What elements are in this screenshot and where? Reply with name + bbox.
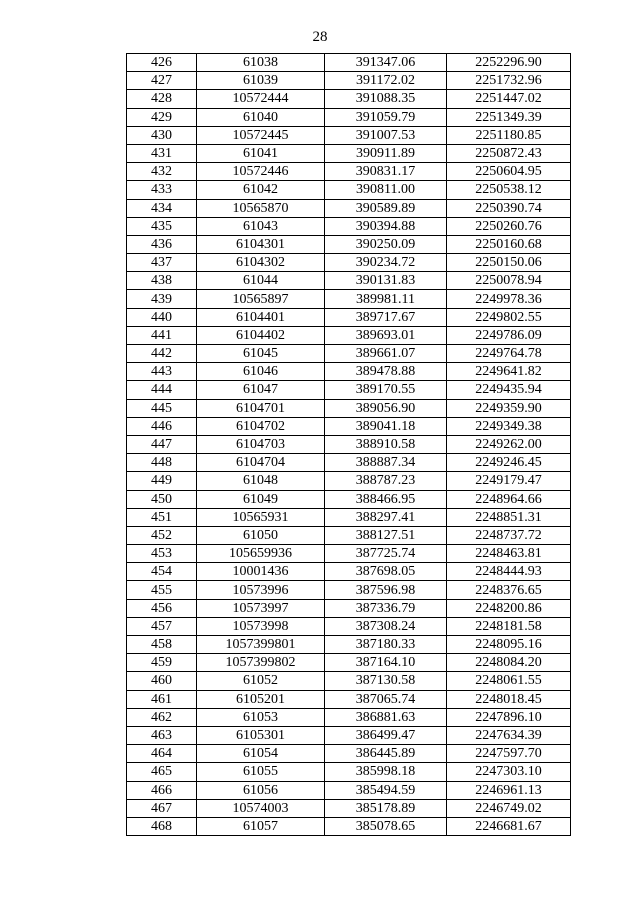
row-index-cell: 443 xyxy=(127,363,197,381)
point-id-cell: 105659936 xyxy=(197,545,325,563)
x-coordinate-cell: 389056.90 xyxy=(325,399,447,417)
row-index-cell: 446 xyxy=(127,417,197,435)
y-coordinate-cell: 2249764.78 xyxy=(447,345,571,363)
point-id-cell: 61053 xyxy=(197,708,325,726)
table-row xyxy=(127,781,571,799)
x-coordinate-cell: 391007.53 xyxy=(325,126,447,144)
table-row xyxy=(127,454,571,472)
y-coordinate-cell: 2247303.10 xyxy=(447,763,571,781)
y-coordinate-cell: 2248376.65 xyxy=(447,581,571,599)
x-coordinate-cell: 390589.89 xyxy=(325,199,447,217)
x-coordinate-cell: 387180.33 xyxy=(325,636,447,654)
x-coordinate-cell: 390811.00 xyxy=(325,181,447,199)
row-index-cell: 465 xyxy=(127,763,197,781)
table-row xyxy=(127,72,571,90)
point-id-cell: 61042 xyxy=(197,181,325,199)
table-row xyxy=(127,526,571,544)
y-coordinate-cell: 2250160.68 xyxy=(447,235,571,253)
x-coordinate-cell: 391088.35 xyxy=(325,90,447,108)
row-index-cell: 436 xyxy=(127,235,197,253)
table-row xyxy=(127,654,571,672)
row-index-cell: 464 xyxy=(127,745,197,763)
x-coordinate-cell: 386499.47 xyxy=(325,726,447,744)
point-id-cell: 10001436 xyxy=(197,563,325,581)
x-coordinate-cell: 391347.06 xyxy=(325,54,447,72)
table-row xyxy=(127,563,571,581)
y-coordinate-cell: 2248851.31 xyxy=(447,508,571,526)
point-id-cell: 10573997 xyxy=(197,599,325,617)
point-id-cell: 61049 xyxy=(197,490,325,508)
row-index-cell: 434 xyxy=(127,199,197,217)
row-index-cell: 440 xyxy=(127,308,197,326)
y-coordinate-cell: 2248444.93 xyxy=(447,563,571,581)
y-coordinate-cell: 2249359.90 xyxy=(447,399,571,417)
table-row xyxy=(127,163,571,181)
table-row xyxy=(127,326,571,344)
x-coordinate-cell: 390250.09 xyxy=(325,235,447,253)
x-coordinate-cell: 389170.55 xyxy=(325,381,447,399)
page-number: 28 xyxy=(312,29,328,45)
row-index-cell: 439 xyxy=(127,290,197,308)
y-coordinate-cell: 2246749.02 xyxy=(447,799,571,817)
y-coordinate-cell: 2251180.85 xyxy=(447,126,571,144)
table-row xyxy=(127,126,571,144)
table-row xyxy=(127,235,571,253)
x-coordinate-cell: 387164.10 xyxy=(325,654,447,672)
table-row xyxy=(127,308,571,326)
x-coordinate-cell: 389041.18 xyxy=(325,417,447,435)
table-row xyxy=(127,181,571,199)
point-id-cell: 10574003 xyxy=(197,799,325,817)
y-coordinate-cell: 2247634.39 xyxy=(447,726,571,744)
table-row xyxy=(127,581,571,599)
point-id-cell: 61040 xyxy=(197,108,325,126)
y-coordinate-cell: 2250150.06 xyxy=(447,254,571,272)
x-coordinate-cell: 387725.74 xyxy=(325,545,447,563)
row-index-cell: 454 xyxy=(127,563,197,581)
point-id-cell: 61046 xyxy=(197,363,325,381)
y-coordinate-cell: 2250390.74 xyxy=(447,199,571,217)
row-index-cell: 429 xyxy=(127,108,197,126)
row-index-cell: 442 xyxy=(127,345,197,363)
row-index-cell: 437 xyxy=(127,254,197,272)
point-id-cell: 61055 xyxy=(197,763,325,781)
table-row xyxy=(127,763,571,781)
y-coordinate-cell: 2250604.95 xyxy=(447,163,571,181)
row-index-cell: 463 xyxy=(127,726,197,744)
point-id-cell: 6104401 xyxy=(197,308,325,326)
table-row xyxy=(127,726,571,744)
y-coordinate-cell: 2248181.58 xyxy=(447,617,571,635)
x-coordinate-cell: 385494.59 xyxy=(325,781,447,799)
x-coordinate-cell: 387596.98 xyxy=(325,581,447,599)
row-index-cell: 444 xyxy=(127,381,197,399)
x-coordinate-cell: 388127.51 xyxy=(325,526,447,544)
point-id-cell: 61038 xyxy=(197,54,325,72)
y-coordinate-cell: 2248463.81 xyxy=(447,545,571,563)
row-index-cell: 426 xyxy=(127,54,197,72)
row-index-cell: 466 xyxy=(127,781,197,799)
x-coordinate-cell: 385998.18 xyxy=(325,763,447,781)
row-index-cell: 456 xyxy=(127,599,197,617)
table-row xyxy=(127,745,571,763)
y-coordinate-cell: 2248095.16 xyxy=(447,636,571,654)
table-row xyxy=(127,599,571,617)
x-coordinate-cell: 389478.88 xyxy=(325,363,447,381)
table-row xyxy=(127,90,571,108)
row-index-cell: 461 xyxy=(127,690,197,708)
y-coordinate-cell: 2250078.94 xyxy=(447,272,571,290)
y-coordinate-cell: 2250260.76 xyxy=(447,217,571,235)
x-coordinate-cell: 390394.88 xyxy=(325,217,447,235)
table-row xyxy=(127,363,571,381)
point-id-cell: 10565897 xyxy=(197,290,325,308)
y-coordinate-cell: 2247597.70 xyxy=(447,745,571,763)
table-row xyxy=(127,54,571,72)
row-index-cell: 433 xyxy=(127,181,197,199)
row-index-cell: 431 xyxy=(127,144,197,162)
row-index-cell: 453 xyxy=(127,545,197,563)
x-coordinate-cell: 389661.07 xyxy=(325,345,447,363)
table-row xyxy=(127,417,571,435)
y-coordinate-cell: 2249435.94 xyxy=(447,381,571,399)
point-id-cell: 61052 xyxy=(197,672,325,690)
point-id-cell: 61057 xyxy=(197,817,325,835)
x-coordinate-cell: 388466.95 xyxy=(325,490,447,508)
y-coordinate-cell: 2249262.00 xyxy=(447,435,571,453)
row-index-cell: 460 xyxy=(127,672,197,690)
point-id-cell: 61045 xyxy=(197,345,325,363)
table-row xyxy=(127,672,571,690)
table-row xyxy=(127,817,571,835)
x-coordinate-cell: 390131.83 xyxy=(325,272,447,290)
row-index-cell: 435 xyxy=(127,217,197,235)
y-coordinate-cell: 2249179.47 xyxy=(447,472,571,490)
x-coordinate-cell: 391059.79 xyxy=(325,108,447,126)
point-id-cell: 61043 xyxy=(197,217,325,235)
table-row xyxy=(127,799,571,817)
table-row xyxy=(127,690,571,708)
x-coordinate-cell: 385178.89 xyxy=(325,799,447,817)
table-row xyxy=(127,617,571,635)
point-id-cell: 10572444 xyxy=(197,90,325,108)
coordinates-table xyxy=(126,53,571,836)
row-index-cell: 468 xyxy=(127,817,197,835)
y-coordinate-cell: 2248084.20 xyxy=(447,654,571,672)
table-row xyxy=(127,381,571,399)
row-index-cell: 458 xyxy=(127,636,197,654)
point-id-cell: 61041 xyxy=(197,144,325,162)
table-row xyxy=(127,108,571,126)
table-row xyxy=(127,254,571,272)
table-row xyxy=(127,144,571,162)
point-id-cell: 6104701 xyxy=(197,399,325,417)
point-id-cell: 10565931 xyxy=(197,508,325,526)
y-coordinate-cell: 2252296.90 xyxy=(447,54,571,72)
table-row xyxy=(127,472,571,490)
table-row xyxy=(127,435,571,453)
x-coordinate-cell: 388787.23 xyxy=(325,472,447,490)
row-index-cell: 457 xyxy=(127,617,197,635)
x-coordinate-cell: 387065.74 xyxy=(325,690,447,708)
point-id-cell: 6104704 xyxy=(197,454,325,472)
row-index-cell: 427 xyxy=(127,72,197,90)
row-index-cell: 438 xyxy=(127,272,197,290)
y-coordinate-cell: 2248964.66 xyxy=(447,490,571,508)
y-coordinate-cell: 2248200.86 xyxy=(447,599,571,617)
x-coordinate-cell: 390911.89 xyxy=(325,144,447,162)
x-coordinate-cell: 388887.34 xyxy=(325,454,447,472)
row-index-cell: 455 xyxy=(127,581,197,599)
x-coordinate-cell: 389981.11 xyxy=(325,290,447,308)
table-row xyxy=(127,199,571,217)
point-id-cell: 10573996 xyxy=(197,581,325,599)
row-index-cell: 432 xyxy=(127,163,197,181)
point-id-cell: 10572445 xyxy=(197,126,325,144)
point-id-cell: 6104702 xyxy=(197,417,325,435)
row-index-cell: 430 xyxy=(127,126,197,144)
y-coordinate-cell: 2249641.82 xyxy=(447,363,571,381)
point-id-cell: 61054 xyxy=(197,745,325,763)
table-row xyxy=(127,545,571,563)
table-row xyxy=(127,708,571,726)
table-row xyxy=(127,217,571,235)
y-coordinate-cell: 2248737.72 xyxy=(447,526,571,544)
x-coordinate-cell: 387336.79 xyxy=(325,599,447,617)
y-coordinate-cell: 2250538.12 xyxy=(447,181,571,199)
point-id-cell: 61050 xyxy=(197,526,325,544)
y-coordinate-cell: 2247896.10 xyxy=(447,708,571,726)
coordinates-table-body xyxy=(127,54,571,836)
point-id-cell: 6105201 xyxy=(197,690,325,708)
point-id-cell: 10572446 xyxy=(197,163,325,181)
row-index-cell: 459 xyxy=(127,654,197,672)
x-coordinate-cell: 389693.01 xyxy=(325,326,447,344)
table-row xyxy=(127,508,571,526)
x-coordinate-cell: 388910.58 xyxy=(325,435,447,453)
x-coordinate-cell: 390234.72 xyxy=(325,254,447,272)
row-index-cell: 452 xyxy=(127,526,197,544)
point-id-cell: 61047 xyxy=(197,381,325,399)
y-coordinate-cell: 2251447.02 xyxy=(447,90,571,108)
row-index-cell: 445 xyxy=(127,399,197,417)
table-row xyxy=(127,290,571,308)
x-coordinate-cell: 390831.17 xyxy=(325,163,447,181)
x-coordinate-cell: 388297.41 xyxy=(325,508,447,526)
y-coordinate-cell: 2249978.36 xyxy=(447,290,571,308)
y-coordinate-cell: 2248061.55 xyxy=(447,672,571,690)
x-coordinate-cell: 391172.02 xyxy=(325,72,447,90)
point-id-cell: 10565870 xyxy=(197,199,325,217)
point-id-cell: 61048 xyxy=(197,472,325,490)
point-id-cell: 6104402 xyxy=(197,326,325,344)
point-id-cell: 61039 xyxy=(197,72,325,90)
x-coordinate-cell: 387698.05 xyxy=(325,563,447,581)
y-coordinate-cell: 2249349.38 xyxy=(447,417,571,435)
row-index-cell: 467 xyxy=(127,799,197,817)
point-id-cell: 6105301 xyxy=(197,726,325,744)
table-row xyxy=(127,345,571,363)
point-id-cell: 1057399801 xyxy=(197,636,325,654)
y-coordinate-cell: 2250872.43 xyxy=(447,144,571,162)
point-id-cell: 1057399802 xyxy=(197,654,325,672)
row-index-cell: 462 xyxy=(127,708,197,726)
point-id-cell: 6104703 xyxy=(197,435,325,453)
row-index-cell: 428 xyxy=(127,90,197,108)
x-coordinate-cell: 386881.63 xyxy=(325,708,447,726)
y-coordinate-cell: 2249246.45 xyxy=(447,454,571,472)
point-id-cell: 10573998 xyxy=(197,617,325,635)
y-coordinate-cell: 2249802.55 xyxy=(447,308,571,326)
row-index-cell: 448 xyxy=(127,454,197,472)
point-id-cell: 61056 xyxy=(197,781,325,799)
point-id-cell: 6104301 xyxy=(197,235,325,253)
table-row xyxy=(127,399,571,417)
y-coordinate-cell: 2248018.45 xyxy=(447,690,571,708)
x-coordinate-cell: 387308.24 xyxy=(325,617,447,635)
x-coordinate-cell: 387130.58 xyxy=(325,672,447,690)
y-coordinate-cell: 2246961.13 xyxy=(447,781,571,799)
row-index-cell: 441 xyxy=(127,326,197,344)
row-index-cell: 447 xyxy=(127,435,197,453)
point-id-cell: 6104302 xyxy=(197,254,325,272)
table-row xyxy=(127,490,571,508)
y-coordinate-cell: 2251349.39 xyxy=(447,108,571,126)
y-coordinate-cell: 2249786.09 xyxy=(447,326,571,344)
table-row xyxy=(127,272,571,290)
x-coordinate-cell: 385078.65 xyxy=(325,817,447,835)
table-row xyxy=(127,636,571,654)
row-index-cell: 451 xyxy=(127,508,197,526)
row-index-cell: 449 xyxy=(127,472,197,490)
row-index-cell: 450 xyxy=(127,490,197,508)
x-coordinate-cell: 386445.89 xyxy=(325,745,447,763)
x-coordinate-cell: 389717.67 xyxy=(325,308,447,326)
y-coordinate-cell: 2246681.67 xyxy=(447,817,571,835)
point-id-cell: 61044 xyxy=(197,272,325,290)
y-coordinate-cell: 2251732.96 xyxy=(447,72,571,90)
